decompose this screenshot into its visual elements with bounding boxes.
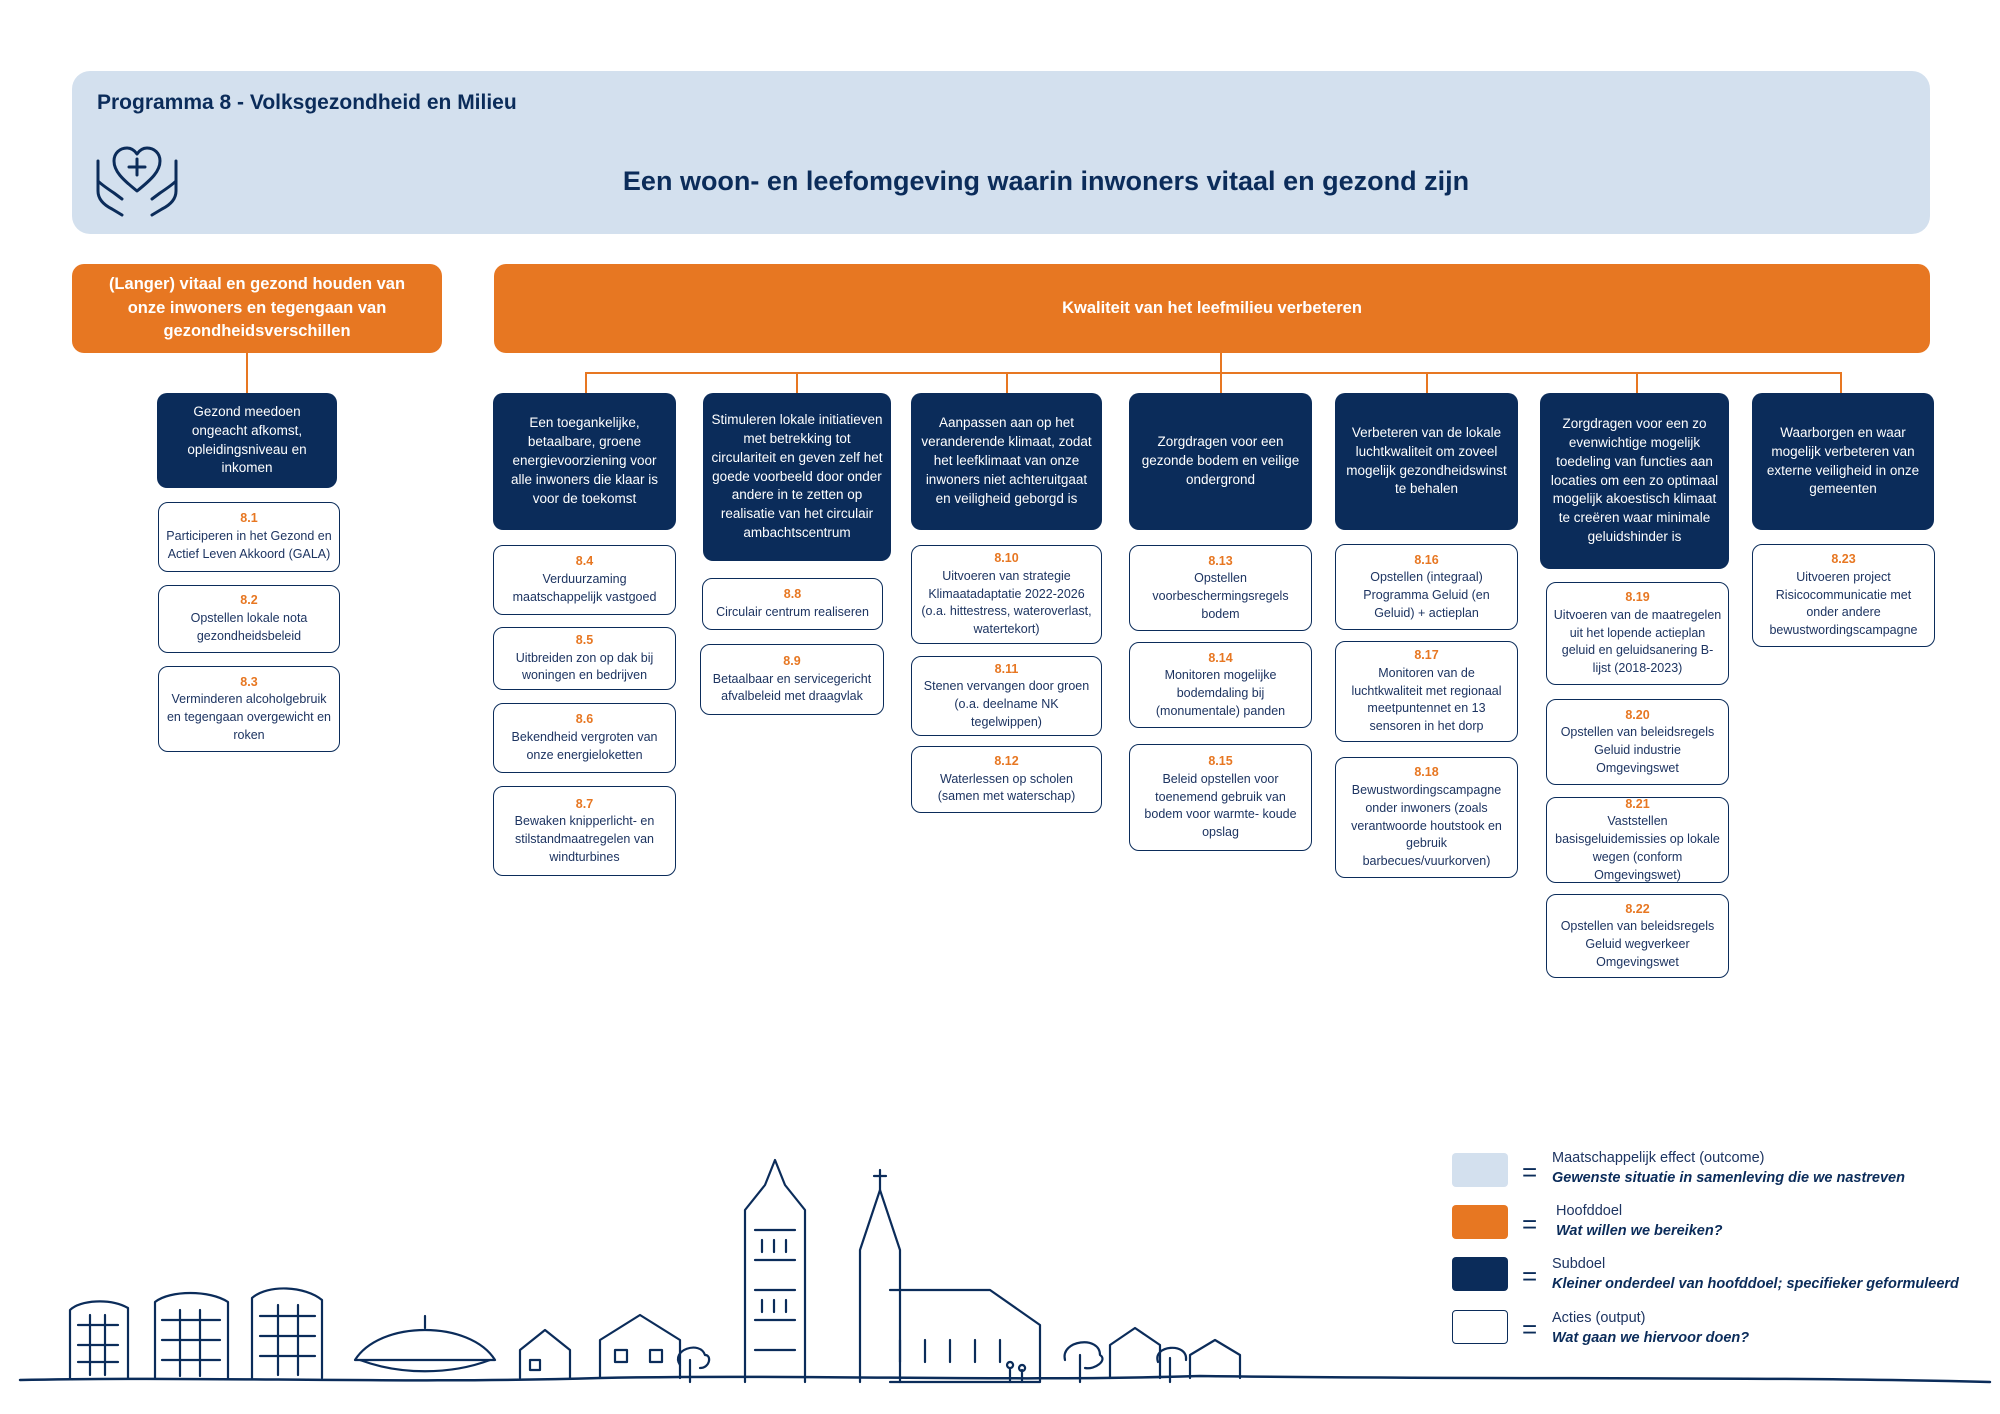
- actie-text: Verminderen alcoholgebruik en tegengaan overgewicht en roken: [166, 692, 331, 742]
- actie-8-19: [1546, 582, 1729, 685]
- actie-text: Monitoren van de luchtkwaliteit met regionaal meetpuntennet en 13 sensoren in het dorp: [1351, 665, 1502, 734]
- subdoel-geluid: Zorgdragen voor een zo evenwichtige mogelijk toedeling van functies aan locaties om een zo optimaal mogelijk akoestisch klimaat te creëren waar minimale geluidshinder is: [1540, 393, 1729, 569]
- actie-number: 8.11: [994, 661, 1019, 676]
- connector: [585, 372, 1842, 374]
- actie-text: Uitvoeren van de maatregelen uit het lopende actieplan geluid en geluidsanering B-lijst (2018-2023): [1553, 607, 1722, 676]
- actie-8-10: [911, 545, 1102, 644]
- actie-number: 8.15: [1208, 754, 1233, 769]
- actie-text: Uitbreiden zon op dak bij woningen en bedrijven: [515, 650, 654, 683]
- legend-equals: =: [1522, 1209, 1538, 1239]
- subdoel-externe-veiligheid: Waarborgen en waar mogelijk verbeteren van externe veiligheid in onze gemeenten: [1752, 393, 1934, 530]
- village-skyline-illustration: [0, 1150, 2000, 1414]
- actie-number: 8.2: [240, 593, 258, 608]
- actie-text: Beleid opstellen voor toenemend gebruik van bodem voor warmte- koude opslag: [1144, 771, 1297, 840]
- actie-8-21: [1546, 797, 1729, 883]
- actie-text: Participeren in het Gezond en Actief Leven Akkoord (GALA): [166, 529, 332, 561]
- actie-8-13: [1129, 545, 1312, 631]
- actie-number: 8.23: [1831, 552, 1856, 567]
- connector: [1426, 372, 1428, 393]
- actie-text: Waterlessen op scholen (samen met waterschap): [937, 771, 1076, 804]
- subdoel-gezond-meedoen: Gezond meedoen ongeacht afkomst, opleidingsniveau en inkomen: [157, 393, 337, 488]
- actie-8-16: [1335, 544, 1518, 630]
- actie-number: 8.17: [1414, 648, 1439, 663]
- subdoel-klimaatadaptatie: Aanpassen aan op het veranderende klimaat, zodat het leefklimaat van onze inwoners niet achteruitgaat en veiligheid geborgd is: [911, 393, 1102, 530]
- actie-8-22: [1546, 894, 1729, 978]
- actie-number: 8.20: [1625, 707, 1650, 722]
- legend-desc: Wat gaan we hiervoor doen?: [1552, 1330, 1750, 1346]
- legend-desc: Kleiner onderdeel van hoofddoel; specifieker geformuleerd: [1552, 1276, 1959, 1292]
- actie-number: 8.1: [240, 511, 258, 526]
- actie-number: 8.14: [1208, 650, 1233, 665]
- actie-text: Monitoren mogelijke bodemdaling bij (monumentale) panden: [1155, 668, 1286, 718]
- actie-text: Opstellen van beleidsregels Geluid industrie Omgevingswet: [1560, 725, 1715, 775]
- actie-text: Uitvoeren project Risicocommunicatie met onder andere bewustwordingscampagne: [1769, 569, 1918, 638]
- actie-8-17: [1335, 641, 1518, 742]
- connector: [1840, 372, 1842, 393]
- actie-number: 8.6: [575, 712, 594, 727]
- connector: [246, 353, 248, 393]
- legend-label: Maatschappelijk effect (outcome): [1552, 1150, 1765, 1166]
- connector: [1220, 372, 1222, 393]
- actie-8-9: [700, 644, 884, 715]
- actie-text: Bewaken knipperlicht- en stilstandmaatregelen van windturbines: [514, 814, 655, 864]
- actie-text: Opstellen voorbeschermingsregels bodem: [1152, 571, 1289, 621]
- actie-text: Vaststellen basisgeluidemissies op lokale wegen (conform Omgevingswet): [1555, 814, 1720, 882]
- actie-number: 8.13: [1208, 553, 1233, 568]
- actie-8-18: [1335, 757, 1518, 878]
- actie-number: 8.19: [1625, 590, 1650, 605]
- subdoel-energievoorziening: Een toegankelijke, betaalbare, groene energievoorziening voor alle inwoners die klaar is voor de toekomst: [493, 393, 676, 530]
- actie-text: Verduurzaming maatschappelijk vastgoed: [512, 572, 657, 604]
- actie-text: Betaalbaar en servicegericht afvalbeleid met draagvlak: [712, 671, 872, 704]
- legend-equals: =: [1522, 1157, 1538, 1187]
- actie-number: 8.9: [783, 653, 801, 668]
- connector: [1636, 372, 1638, 393]
- actie-8-7: [493, 786, 676, 876]
- actie-text: Opstellen lokale nota gezondheidsbeleid: [190, 611, 308, 643]
- actie-text: Opstellen van beleidsregels Geluid wegverkeer Omgevingswet: [1560, 919, 1715, 969]
- legend-label: Hoofddoel: [1556, 1203, 1623, 1219]
- actie-number: 8.7: [575, 796, 594, 811]
- connector: [585, 372, 587, 393]
- actie-8-15: [1129, 744, 1312, 851]
- subdoel-bodem: Zorgdragen voor een gezonde bodem en veilige ondergrond: [1129, 393, 1312, 530]
- legend-equals: =: [1522, 1261, 1538, 1291]
- actie-text: Circulair centrum realiseren: [716, 605, 869, 619]
- actie-number: 8.18: [1414, 765, 1439, 780]
- legend-desc: Gewenste situatie in samenleving die we nastreven: [1552, 1170, 1905, 1186]
- actie-8-1: [158, 502, 340, 572]
- actie-number: 8.8: [783, 587, 802, 602]
- actie-text: Bekendheid vergroten van onze energieloketten: [511, 730, 658, 762]
- actie-8-5: [493, 627, 676, 690]
- hoofddoel-gezondheid: (Langer) vitaal en gezond houden van onze inwoners en tegengaan van gezondheidsverschillen: [72, 264, 442, 353]
- connector: [1006, 372, 1008, 393]
- actie-number: 8.12: [994, 753, 1019, 768]
- actie-number: 8.4: [575, 554, 594, 569]
- outcome-title: Een woon- en leefomgeving waarin inwoners vitaal en gezond zijn: [622, 166, 1470, 196]
- actie-8-11: [911, 656, 1102, 736]
- programme-title: Programma 8 - Volksgezondheid en Milieu: [97, 91, 517, 114]
- actie-8-4: [493, 545, 676, 615]
- actie-8-6: [493, 703, 676, 773]
- actie-number: 8.5: [575, 632, 594, 647]
- actie-number: 8.3: [240, 674, 258, 689]
- legend-label: Subdoel: [1552, 1256, 1606, 1272]
- subdoel-luchtkwaliteit: Verbeteren van de lokale luchtkwaliteit om zoveel mogelijk gezondheidswinst te behalen: [1335, 393, 1518, 530]
- connector: [796, 372, 798, 393]
- hoofddoel-leefmilieu: Kwaliteit van het leefmilieu verbeteren: [494, 264, 1930, 353]
- legend-desc: Wat willen we bereiken?: [1556, 1223, 1723, 1239]
- connector: [1220, 353, 1222, 373]
- actie-8-20: [1546, 699, 1729, 785]
- actie-text: Stenen vervangen door groen (o.a. deelname NK tegelwippen): [923, 679, 1090, 729]
- actie-text: Bewustwordingscampagne onder inwoners (zoals verantwoorde houtstook en gebruik barbecues/vuurkorven): [1351, 783, 1502, 868]
- actie-number: 8.21: [1625, 796, 1650, 811]
- outcome-header: [72, 71, 1930, 234]
- actie-8-3: [158, 666, 340, 752]
- actie-8-23: [1752, 544, 1935, 647]
- actie-number: 8.10: [994, 551, 1019, 566]
- actie-8-12: [911, 746, 1102, 813]
- actie-8-8: [702, 578, 883, 630]
- actie-text: Uitvoeren van strategie Klimaatadaptatie 2022-2026 (o.a. hittestress, wateroverlast, watertekort): [921, 568, 1092, 637]
- legend-equals: =: [1522, 1314, 1538, 1344]
- legend-label: Acties (output): [1552, 1310, 1646, 1326]
- subdoel-circulariteit: Stimuleren lokale initiatieven met betrekking tot circulariteit en geven zelf het goede voorbeeld door onder andere in te zetten op realisatie van het circulair ambachtscentrum: [703, 393, 891, 561]
- actie-8-14: [1129, 642, 1312, 728]
- actie-text: Opstellen (integraal) Programma Geluid (en Geluid) + actieplan: [1363, 570, 1490, 620]
- actie-number: 8.16: [1414, 552, 1439, 567]
- actie-number: 8.22: [1625, 901, 1650, 916]
- actie-8-2: [158, 585, 340, 653]
